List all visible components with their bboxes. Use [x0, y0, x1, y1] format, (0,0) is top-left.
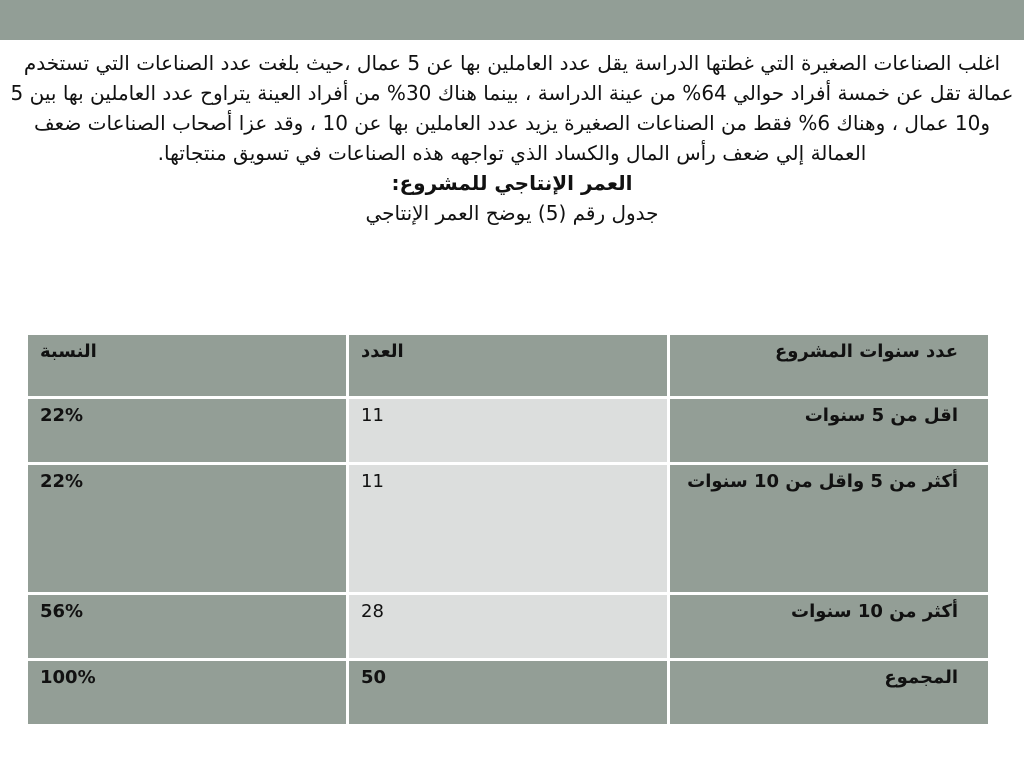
table-header-row [27, 334, 990, 398]
content-area [10, 48, 1014, 228]
header-count: العدد [348, 334, 669, 398]
total-label: المجموع [668, 660, 989, 726]
row-count: 28 [348, 594, 669, 660]
productive-age-table [25, 332, 991, 727]
total-percent: 100% [27, 660, 348, 726]
table-row [27, 464, 990, 594]
row-label: اقل من 5 سنوات [668, 398, 989, 464]
row-label: أكثر من 10 سنوات [668, 594, 989, 660]
table-row [27, 594, 990, 660]
total-count: 50 [348, 660, 669, 726]
table-total-row [27, 660, 990, 726]
row-percent: 22% [27, 398, 348, 464]
top-banner [0, 0, 1024, 40]
row-percent: 56% [27, 594, 348, 660]
body-paragraph: اغلب الصناعات الصغيرة التي غطتها الدراسة يقل عدد العاملين بها عن 5 عمال ،حيث بلغت عدد الصناعات التي تستخدم عمالة تقل عن خمسة أفراد حوالي 64% من عينة الدراسة ، بينما هناك 30% من أفراد العينة يتراوح عدد العاملين بها بين 5 و10 عمال ، وهناك 6% فقط من الصناعات الصغيرة يزيد عدد العاملين بها عن 10 ، وقد عزا أصحاب الصناعات ضعف العمالة إلي ضعف رأس المال والكساد الذي تواجهه هذه الصناعات في تسويق منتجاتها. [10, 51, 1014, 165]
row-percent: 22% [27, 464, 348, 594]
row-label: أكثر من 5 واقل من 10 سنوات [668, 464, 989, 594]
table-row [27, 398, 990, 464]
row-count: 11 [348, 464, 669, 594]
table-caption: جدول رقم (5) يوضح العمر الإنتاجي [365, 201, 659, 225]
header-years: عدد سنوات المشروع [668, 334, 989, 398]
row-count: 11 [348, 398, 669, 464]
section-heading: العمر الإنتاجي للمشروع: [391, 171, 633, 195]
header-percent: النسبة [27, 334, 348, 398]
